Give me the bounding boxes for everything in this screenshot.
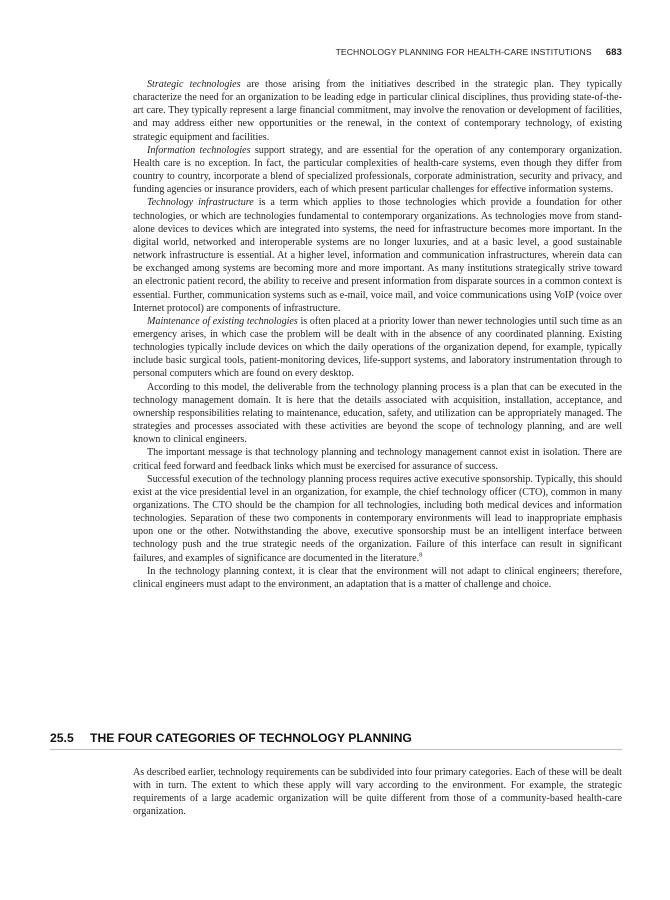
paragraph-model-deliverable xyxy=(133,381,622,447)
paragraph-technology-infrastructure xyxy=(133,196,622,314)
paragraph-strategic-technologies xyxy=(133,78,622,144)
page-number: 683 xyxy=(605,47,622,58)
section-paragraph: As described earlier, technology requirements can be subdivided into four primary categories. Each of these will be dealt with in turn. The extent to which these apply will vary according to the environment. For example, the strategic requirements of a large academic organization will be quite different from those of a community-based health-care organization. xyxy=(133,767,622,818)
section-body-text xyxy=(133,766,622,819)
paragraph-text: In the technology planning context, it is clear that the environment will not adapt to clinical engineers; therefore, clinical engineers must adapt to the environment, an adaptation that is a matter of challenge and choice. xyxy=(133,565,622,590)
paragraph-information-technologies xyxy=(133,144,622,197)
paragraph-lead: Information technologies xyxy=(147,144,251,156)
paragraph-executive-sponsorship xyxy=(133,473,622,565)
running-title: TECHNOLOGY PLANNING FOR HEALTH-CARE INSTITUTIONS xyxy=(335,47,592,57)
paragraph-text: is often placed at a priority lower than newer technologies until such time as an emergency arises, in which case the problem will be dealt with in the absence of any coordinated planning. Existing technologies typically include devices on which the daily operations of the organization depend, for example, typically include basic surgical tools, patient-monitoring devices, life-support systems, and laboratory instrumentation through to personal computers which are found on every desktop. xyxy=(133,315,623,380)
paragraph-lead: Strategic technologies xyxy=(147,79,241,90)
paragraph-planning-context xyxy=(133,565,622,591)
paragraph-text: is a term which applies to those technologies which provide a foundation for other technologies, or which are technologies fundamental to contemporary organizations. As technologies move from stand-alone devices to devices which are integrated into systems, the need for infrastructure becomes more important. In the digital world, networked and interoperable systems are no longer luxuries, and at a basic level, a good sustainable network infrastructure is essential. At a higher level, information and communication infrastructures, wherein data can be exchanged among systems are becoming more and more important. As many institutions strategically strive toward an electronic patient record, the ability to receive and present information from disparate sources in a common context is essential. Further, communication systems such as e-mail, voice mail, and voice communications using VoIP (voice over Internet protocol) are components of infrastructure. xyxy=(133,197,622,314)
paragraph-text: According to this model, the deliverable from the technology planning process is a plan that can be executed in the technology management domain. It is here that the details associated with acquisition, installation, acceptance, and ownership responsibilities relating to maintenance, education, safety, and utilization can be appropriately managed. The strategies and processes associated with these activities are beyond the scope of technology planning, and are well known to clinical engineers. xyxy=(133,381,622,446)
paragraph-lead: Maintenance of existing technologies xyxy=(147,315,298,327)
paragraph-text: are those arising from the initiatives described in the strategic plan. They typically characterize the need for an organization to be leading edge in particular clinical disciplines, thus providing state-of-the-art care. They typically represent a large financial commitment, may involve the renovation or development of facilities, and may address either new opportunities or the renewal, in the context of contemporary technology, of existing strategic equipment and facilities. xyxy=(133,79,622,143)
paragraph-lead: Technology infrastructure xyxy=(147,197,254,209)
running-header xyxy=(0,47,622,58)
body-text xyxy=(133,78,622,591)
section-heading xyxy=(50,731,622,750)
section-number: 25.5 xyxy=(50,731,74,745)
paragraph-text: Successful execution of the technology planning process requires active executive sponsorship. Typically, this should exist at the vice presidential level in an organization, for example, the chief technology officer (CTO), common in many organizations. The CTO should be the champion for all technologies, including both medical devices and information technologies. Separation of these two components in contemporary environments will lead to inappropriate emphasis upon one or the other. Notwithstanding the above, executive sponsorship must be an intelligent interface between technology push and the true strategic needs of the organization. Failure of this interface can result in significant failures, and examples of significance are documented in the literature. xyxy=(133,473,622,564)
paragraph-text: support strategy, and are essential for the operation of any contemporary organization. Health care is no exception. In fact, the particular complexities of health-care systems, even though they differ from country to country, incorporate a blend of specialized professionals, corporate administration, security and privacy, and funding agencies or insurance providers, each of which present particular challenges for effective information systems. xyxy=(133,144,622,196)
paragraph-maintenance xyxy=(133,315,622,381)
paragraph-important-message xyxy=(133,446,622,472)
footnote-reference[interactable]: 8 xyxy=(419,551,423,559)
paragraph-text: The important message is that technology planning and technology management cannot exist in isolation. There are critical feed forward and feedback links which must be exercised for assurance of success. xyxy=(133,447,622,472)
section-title: THE FOUR CATEGORIES OF TECHNOLOGY PLANNING xyxy=(90,731,412,745)
